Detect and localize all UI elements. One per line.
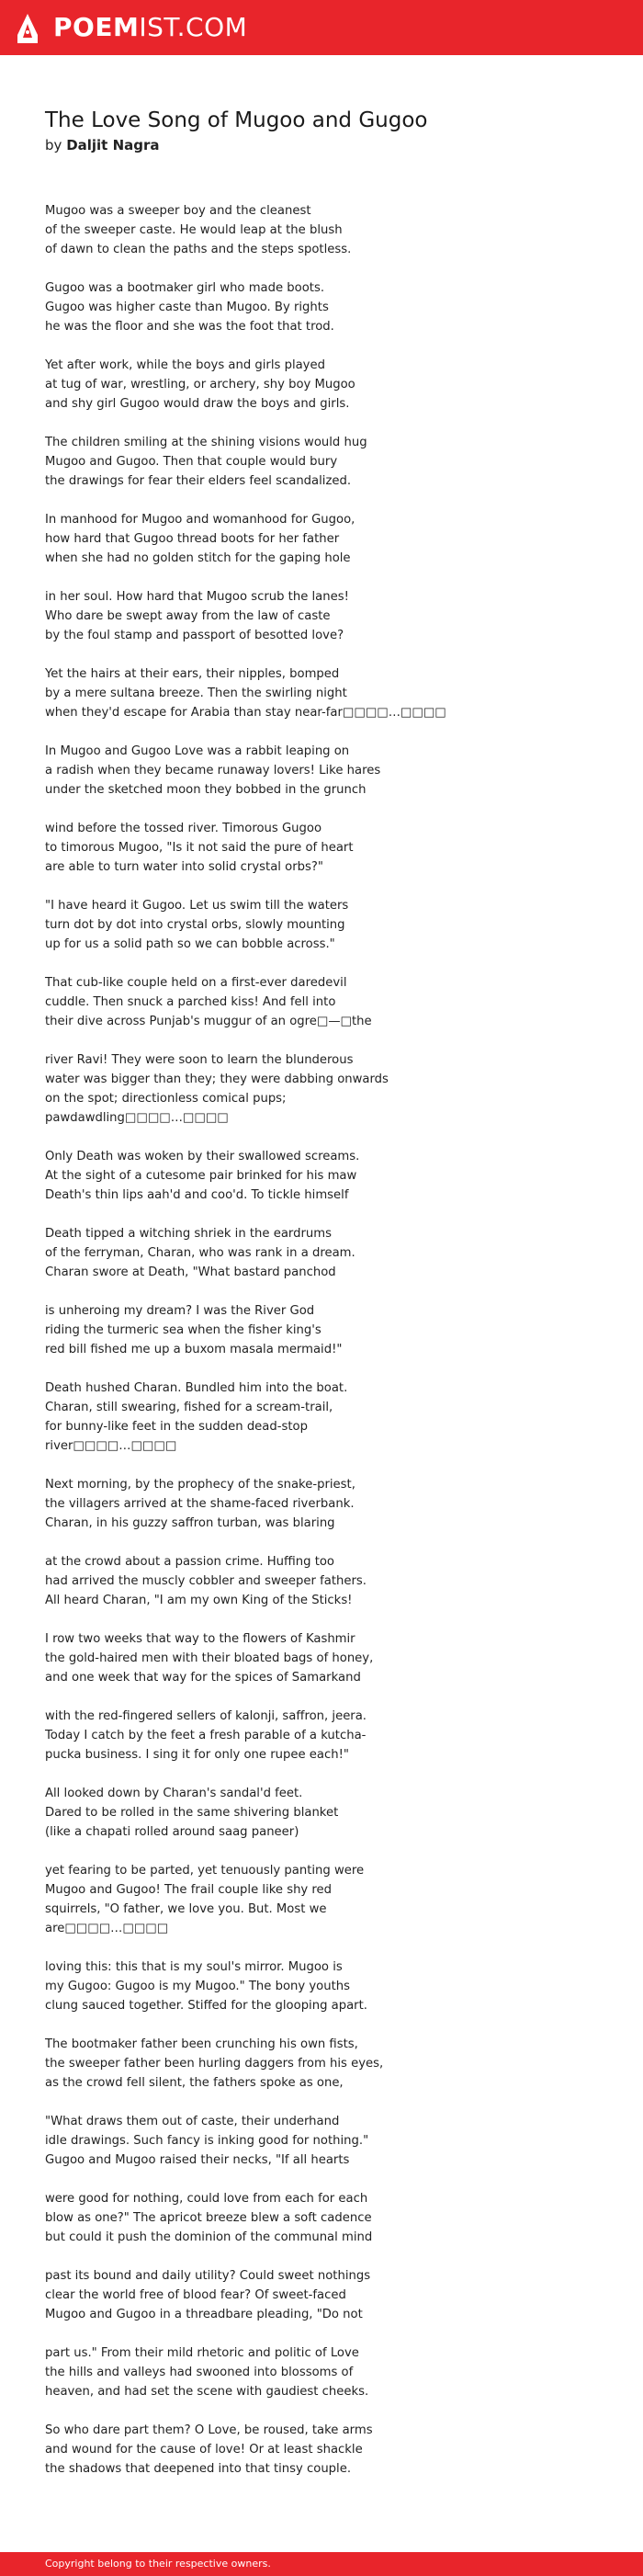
poem-line: heaven, and had set the scene with gaudiest cheeks. xyxy=(45,2385,369,2399)
poem-line: Yet after work, while the boys and girls played xyxy=(45,358,325,372)
poem-body xyxy=(45,201,615,2498)
site-header xyxy=(0,0,643,55)
stanza xyxy=(45,1475,615,1533)
poem-line: In Mugoo and Gugoo Love was a rabbit leaping on xyxy=(45,744,350,758)
poem-title: The Love Song of Mugoo and Gugoo xyxy=(45,108,428,132)
byline xyxy=(45,136,160,154)
stanza xyxy=(45,1629,615,1687)
poem-line: for bunny-like feet in the sudden dead-stop xyxy=(45,1420,308,1434)
poem-line: I row two weeks that way to the flowers of Kashmir xyxy=(45,1632,355,1646)
poem-line: The bootmaker father been crunching his own fists, xyxy=(45,2037,358,2051)
poem-line: Mugoo and Gugoo. Then that couple would bury xyxy=(45,455,338,469)
poem-line: riding the turmeric sea when the fisher king's xyxy=(45,1323,322,1337)
poem-line: of the ferryman, Charan, who was rank in a dream. xyxy=(45,1246,355,1260)
stanza xyxy=(45,1301,615,1359)
poem-line: are able to turn water into solid crystal orbs?" xyxy=(45,860,323,874)
stanza xyxy=(45,433,615,491)
stanza xyxy=(45,896,615,954)
poem-line: The children smiling at the shining visions would hug xyxy=(45,436,367,449)
stanza xyxy=(45,1861,615,1938)
poem-line: Gugoo was higher caste than Mugoo. By rights xyxy=(45,301,329,314)
poem-line: So who dare part them? O Love, be roused, take arms xyxy=(45,2423,373,2437)
poem-line: he was the floor and she was the foot that trod. xyxy=(45,320,334,334)
stanza xyxy=(45,356,615,414)
stanza xyxy=(45,664,615,722)
site-footer xyxy=(0,2552,643,2576)
poem-line: river□□□□…□□□□ xyxy=(45,1439,177,1453)
poem-line: of dawn to clean the paths and the steps spotless. xyxy=(45,243,352,256)
poem-line: Death's thin lips aah'd and coo'd. To tickle himself xyxy=(45,1188,349,1202)
pen-nib-icon[interactable] xyxy=(16,13,39,44)
poem-line: In manhood for Mugoo and womanhood for Gugoo, xyxy=(45,513,355,527)
stanza xyxy=(45,1958,615,2015)
poem-line: Dared to be rolled in the same shivering blanket xyxy=(45,1806,339,1820)
poem-line: Charan, still swearing, fished for a scream-trail, xyxy=(45,1401,333,1414)
poem-line: under the sketched moon they bobbed in the grunch xyxy=(45,783,367,797)
poem-line: That cub-like couple held on a first-ever daredevil xyxy=(45,976,347,990)
poem-line: are□□□□…□□□□ xyxy=(45,1922,169,1935)
stanza xyxy=(45,2189,615,2247)
poem-line: pawdawdling□□□□…□□□□ xyxy=(45,1111,229,1125)
poem-line: Mugoo was a sweeper boy and the cleanest xyxy=(45,204,311,218)
poem-line: clung sauced together. Stiffed for the glooping apart. xyxy=(45,1999,367,2013)
poem-line: "What draws them out of caste, their underhand xyxy=(45,2115,340,2128)
stanza xyxy=(45,201,615,259)
poem-line: my Gugoo: Gugoo is my Mugoo." The bony youths xyxy=(45,1980,351,1993)
poem-line: wind before the tossed river. Timorous Gugoo xyxy=(45,822,322,835)
poem-line: pucka business. I sing it for only one rupee each!" xyxy=(45,1748,349,1762)
poem-line: by the foul stamp and passport of besotted love? xyxy=(45,629,344,642)
poem-line: Gugoo and Mugoo raised their necks, "If all hearts xyxy=(45,2153,350,2167)
stanza xyxy=(45,1050,615,1128)
stanza xyxy=(45,2266,615,2324)
poem-line: and one week that way for the spices of Samarkand xyxy=(45,1671,361,1685)
poem-line: Only Death was woken by their swallowed screams. xyxy=(45,1150,360,1163)
poem-line: but could it push the dominion of the communal mind xyxy=(45,2230,373,2244)
poem-line: when they'd escape for Arabia than stay near-far□□□□…□□□□ xyxy=(45,706,446,720)
poem-line: Next morning, by the prophecy of the snake-priest, xyxy=(45,1478,355,1492)
poem-line: is unheroing my dream? I was the River God xyxy=(45,1304,315,1318)
copyright-notice: Copyright belong to their respective owners. xyxy=(45,2558,271,2570)
brand-name-bold: POEM xyxy=(53,12,140,42)
poem-line: water was bigger than they; they were dabbing onwards xyxy=(45,1072,389,1086)
poem-line: as the crowd fell silent, the fathers spoke as one, xyxy=(45,2076,344,2090)
poem-line: by a mere sultana breeze. Then the swirling night xyxy=(45,687,347,700)
poem-line: Death hushed Charan. Bundled him into the boat. xyxy=(45,1381,348,1395)
poem-line: Charan swore at Death, "What bastard panchod xyxy=(45,1265,336,1279)
stanza xyxy=(45,2421,615,2479)
brand-name-light: IST.COM xyxy=(139,12,248,42)
poem-line: Gugoo was a bootmaker girl who made boots. xyxy=(45,281,325,295)
poem-line: blow as one?" The apricot breeze blew a soft cadence xyxy=(45,2211,372,2225)
poem-line: of the sweeper caste. He would leap at the blush xyxy=(45,223,343,237)
poem-line: at the crowd about a passion crime. Huffing too xyxy=(45,1555,334,1569)
poem-line: Charan, in his guzzy saffron turban, was blaring xyxy=(45,1516,335,1530)
poem-line: the gold-haired men with their bloated bags of honey, xyxy=(45,1651,374,1665)
poem-line: yet fearing to be parted, yet tenuously panting were xyxy=(45,1864,365,1878)
author-link[interactable]: Daljit Nagra xyxy=(66,137,160,153)
stanza xyxy=(45,587,615,645)
stanza xyxy=(45,510,615,568)
poem-line: Mugoo and Gugoo in a threadbare pleading, "Do not xyxy=(45,2308,363,2321)
poem-line: red bill fished me up a buxom masala mermaid!" xyxy=(45,1343,343,1356)
poem-line: and wound for the cause of love! Or at least shackle xyxy=(45,2443,363,2457)
poem-line: All looked down by Charan's sandal'd feet. xyxy=(45,1787,303,1800)
stanza xyxy=(45,1379,615,1456)
stanza xyxy=(45,2112,615,2170)
poem-line: cuddle. Then snuck a parched kiss! And fell into xyxy=(45,995,336,1009)
poem-line: their dive across Punjab's muggur of an ogre□—□the xyxy=(45,1015,372,1028)
by-label: by xyxy=(45,137,62,153)
poem-line: the villagers arrived at the shame-faced riverbank. xyxy=(45,1497,355,1511)
poem-line: Today I catch by the feet a fresh parable of a kutcha- xyxy=(45,1729,367,1742)
poem-line: part us." From their mild rhetoric and politic of Love xyxy=(45,2346,359,2360)
stanza xyxy=(45,1147,615,1205)
poem-line: At the sight of a cutesome pair brinked for his maw xyxy=(45,1169,357,1183)
poem-line: were good for nothing, could love from each for each xyxy=(45,2192,368,2206)
poem-line: river Ravi! They were soon to learn the blunderous xyxy=(45,1053,354,1067)
poem-line: up for us a solid path so we can bobble across." xyxy=(45,937,335,951)
poem-line: at tug of war, wrestling, or archery, shy boy Mugoo xyxy=(45,378,355,392)
site-logo[interactable] xyxy=(53,12,247,43)
poem-line: in her soul. How hard that Mugoo scrub the lanes! xyxy=(45,590,349,604)
poem-line: "I have heard it Gugoo. Let us swim till the waters xyxy=(45,899,349,913)
poem-line: the drawings for fear their elders feel scandalized. xyxy=(45,474,352,488)
poem-line: Who dare be swept away from the law of caste xyxy=(45,609,331,623)
poem-line: when she had no golden stitch for the gaping hole xyxy=(45,551,351,565)
poem-line: Yet the hairs at their ears, their nipples, bomped xyxy=(45,667,340,681)
poem-line: turn dot by dot into crystal orbs, slowly mounting xyxy=(45,918,345,932)
poem-line: the sweeper father been hurling daggers from his eyes, xyxy=(45,2057,384,2071)
poem-line: to timorous Mugoo, "Is it not said the pure of heart xyxy=(45,841,354,855)
poem-line: past its bound and daily utility? Could sweet nothings xyxy=(45,2269,371,2283)
stanza xyxy=(45,1784,615,1842)
poem-line: a radish when they became runaway lovers! Like hares xyxy=(45,764,381,777)
stanza xyxy=(45,1707,615,1765)
stanza xyxy=(45,1552,615,1610)
poem-line: squirrels, "O father, we love you. But. Most we xyxy=(45,1902,327,1916)
stanza xyxy=(45,973,615,1031)
poem-line: Death tipped a witching shriek in the eardrums xyxy=(45,1227,332,1241)
poem-line: how hard that Gugoo thread boots for her father xyxy=(45,532,340,546)
poem-line: had arrived the muscly cobbler and sweeper fathers. xyxy=(45,1574,367,1588)
poem-line: loving this: this that is my soul's mirror. Mugoo is xyxy=(45,1960,343,1974)
stanza xyxy=(45,278,615,336)
stanza xyxy=(45,2035,615,2093)
poem-line: on the spot; directionless comical pups; xyxy=(45,1092,287,1106)
poem-line: with the red-fingered sellers of kalonji, saffron, jeera. xyxy=(45,1709,367,1723)
poem-line: Mugoo and Gugoo! The frail couple like shy red xyxy=(45,1883,333,1897)
poem-line: and shy girl Gugoo would draw the boys and girls. xyxy=(45,397,350,411)
poem-line: idle drawings. Such fancy is inking good for nothing." xyxy=(45,2134,369,2148)
poem-line: (like a chapati rolled around saag paneer) xyxy=(45,1825,299,1839)
stanza xyxy=(45,819,615,877)
poem-line: the hills and valleys had swooned into blossoms of xyxy=(45,2366,354,2379)
stanza xyxy=(45,2343,615,2401)
stanza xyxy=(45,1224,615,1282)
poem-line: All heard Charan, "I am my own King of the Sticks! xyxy=(45,1594,353,1607)
poem-line: clear the world free of blood fear? Of sweet-faced xyxy=(45,2288,346,2302)
stanza xyxy=(45,742,615,800)
poem-line: the shadows that deepened into that tinsy couple. xyxy=(45,2462,352,2476)
